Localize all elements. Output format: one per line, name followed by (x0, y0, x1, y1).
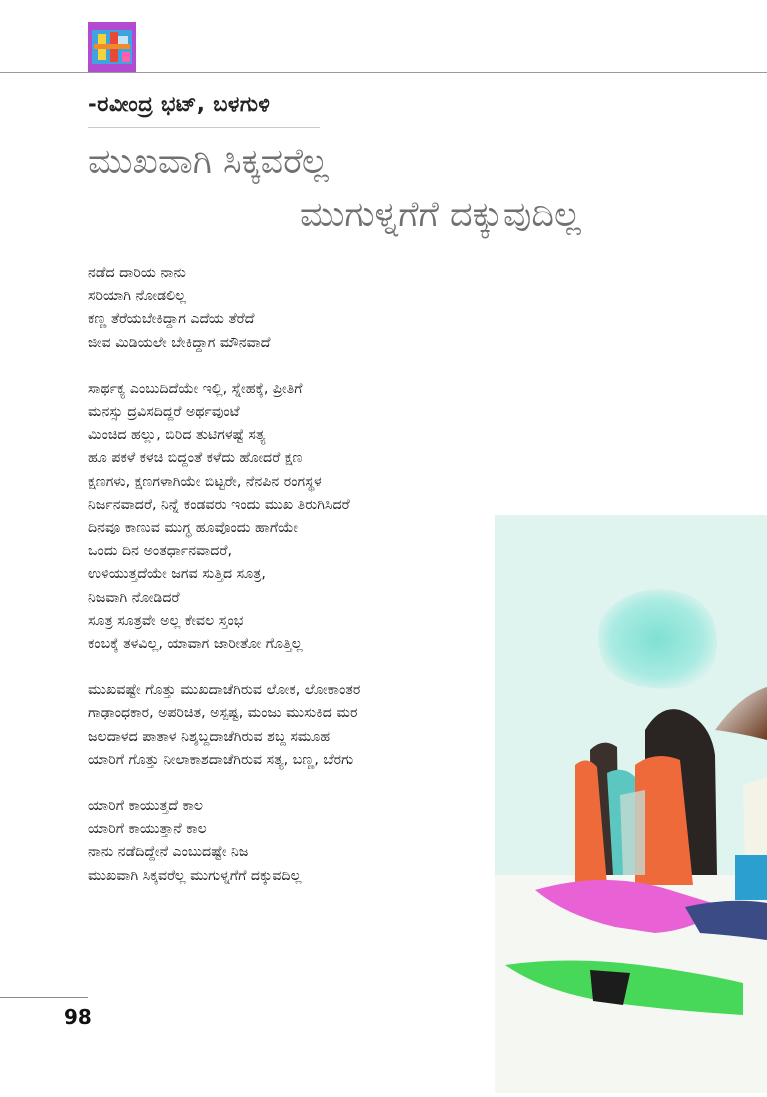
poem-line: ಕಂಬಕ್ಕೆ ತಳವಿಲ್ಲ, ಯಾವಾಗ ಜಾರೀತೋ ಗೊತ್ತಿಲ್ಲ (88, 636, 303, 653)
poem-line: ನಿರ್ಜನವಾದರೆ, ನಿನ್ನೆ ಕಂಡವರು ಇಂದು ಮುಖ ತಿರುಗಿಸಿದರೆ (88, 496, 350, 513)
poem-line: ಮುಖವಷ್ಟೇ ಗೊತ್ತು ಮುಖದಾಚೆಗಿರುವ ಲೋಕ, ಲೋಕಾಂತರ (88, 682, 361, 699)
poem-line: ಮನಸ್ಸು ದ್ರವಿಸದಿದ್ದರೆ ಅರ್ಥವುಂಟೆ (88, 404, 240, 421)
poem-line: ಯಾರಿಗೆ ಕಾಯುತ್ತದೆ ಕಾಲ (88, 798, 204, 815)
poem-line: ಯಾರಿಗೆ ಗೊತ್ತು ನೀಲಾಕಾಶದಾಚೆಗಿರುವ ಸತ್ಯ, ಬಣ್ಣ, ಬೆರಗು (88, 751, 354, 768)
poem-title-line-2: ಮುಗುಳ್ನಗೆಗೆ ದಕ್ಕುವುದಿಲ್ಲ (300, 195, 581, 235)
poem-line: ಕಣ್ಣ ತೆರೆಯಬೇಕಿದ್ದಾಗ ಎದೆಯ ತೆರೆದೆ (88, 311, 255, 328)
poem-line: ನಾನು ನಡೆದಿದ್ದೇನೆ ಎಂಬುದಷ್ಟೇ ನಿಜ (88, 844, 249, 861)
poem-line: ಜಲದಾಳದ ಪಾತಾಳ ನಿಶ್ಶಬ್ದದಾಚೆಗಿರುವ ಶಬ್ದ ಸಮೂಹ (88, 728, 331, 745)
stanza (88, 679, 508, 772)
poem-line: ಹೂ ಪಕಳೆ ಕಳಚಿ ಬಿದ್ದಂತೆ ಕಳೆದು ಹೋದರೆ ಕ್ಷಣ (88, 450, 303, 467)
poem-line: ದಿನವೂ ಕಾಣುವ ಮುಗ್ಧ ಹೂವೊಂದು ಹಾಗೆಯೇ (88, 520, 298, 537)
poem-line: ಒಂದು ದಿನ ಅಂತರ್ಧಾನವಾದರೆ, (88, 543, 232, 560)
poem-line: ನಿಜವಾಗಿ ನೋಡಿದರೆ (88, 589, 180, 606)
poem-title-line-1: ಮುಖವಾಗಿ ಸಿಕ್ಕವರೆಲ್ಲ (88, 142, 329, 182)
poem-line: ಸಾರ್ಥಕ್ಯ ಎಂಬುದಿದೆಯೇ ಇಲ್ಲಿ, ಸ್ನೇಹಕ್ಕೆ, ಪ್ರೀತಿಗೆ (88, 380, 303, 397)
poem-body (88, 262, 508, 911)
illustration (495, 515, 767, 1093)
poem-line: ಸರಿಯಾಗಿ ನೋಡಲಿಲ್ಲ (88, 288, 187, 305)
poem-line: ಮಿಂಚಿದ ಹಲ್ಲು, ಬಿರಿದ ತುಟಿಗಳಷ್ಟೆ ಸತ್ಯ (88, 427, 266, 444)
poem-line: ಜೀವ ಮಿಡಿಯಲೇ ಬೇಕಿದ್ದಾಗ ಮೌನವಾದೆ (88, 334, 271, 351)
page-number: 98 (64, 1005, 92, 1029)
poem-line: ಉಳಿಯುತ್ತದೆಯೇ ಜಗವ ಸುತ್ತಿದ ಸೂತ್ರ, (88, 566, 266, 583)
poem-line: ಸೂತ್ರ ಸೂತ್ರವೇ ಅಲ್ಲ ಕೇವಲ ಸ್ತಂಭ (88, 612, 244, 629)
poem-line: ಕ್ಷಣಗಳು, ಕ್ಷಣಗಳಾಗಿಯೇ ಬಿಟ್ಟರೇ, ನೆನಪಿನ ರಂಗಸ್ಥಳ (88, 473, 322, 490)
header-divider (0, 72, 767, 73)
stanza (88, 262, 508, 355)
poem-line: ನಡೆದ ದಾರಿಯ ನಾನು (88, 265, 186, 281)
poem-line: ಯಾರಿಗೆ ಕಾಯುತ್ತಾನೆ ಕಾಲ (88, 821, 207, 838)
footer-divider (0, 997, 88, 998)
poem-line: ಮುಖವಾಗಿ ಸಿಕ್ಕವರೆಲ್ಲ ಮುಗುಳ್ನಗೆಗೆ ದಕ್ಕುವದಿಲ್ಲ (88, 867, 302, 884)
stanza (88, 795, 508, 888)
magazine-logo (88, 22, 136, 72)
author-byline: -ರವೀಂದ್ರ ಭಟ್, ಬಳಗುಳಿ (88, 92, 271, 116)
poem-line: ಗಾಢಾಂಧಕಾರ, ಅಪರಿಚಿತ, ಅಸ್ಪಷ್ಟ, ಮಂಜು ಮುಸುಕಿದ ಮರ (88, 705, 358, 722)
byline-divider (88, 127, 320, 128)
stanza (88, 378, 508, 656)
